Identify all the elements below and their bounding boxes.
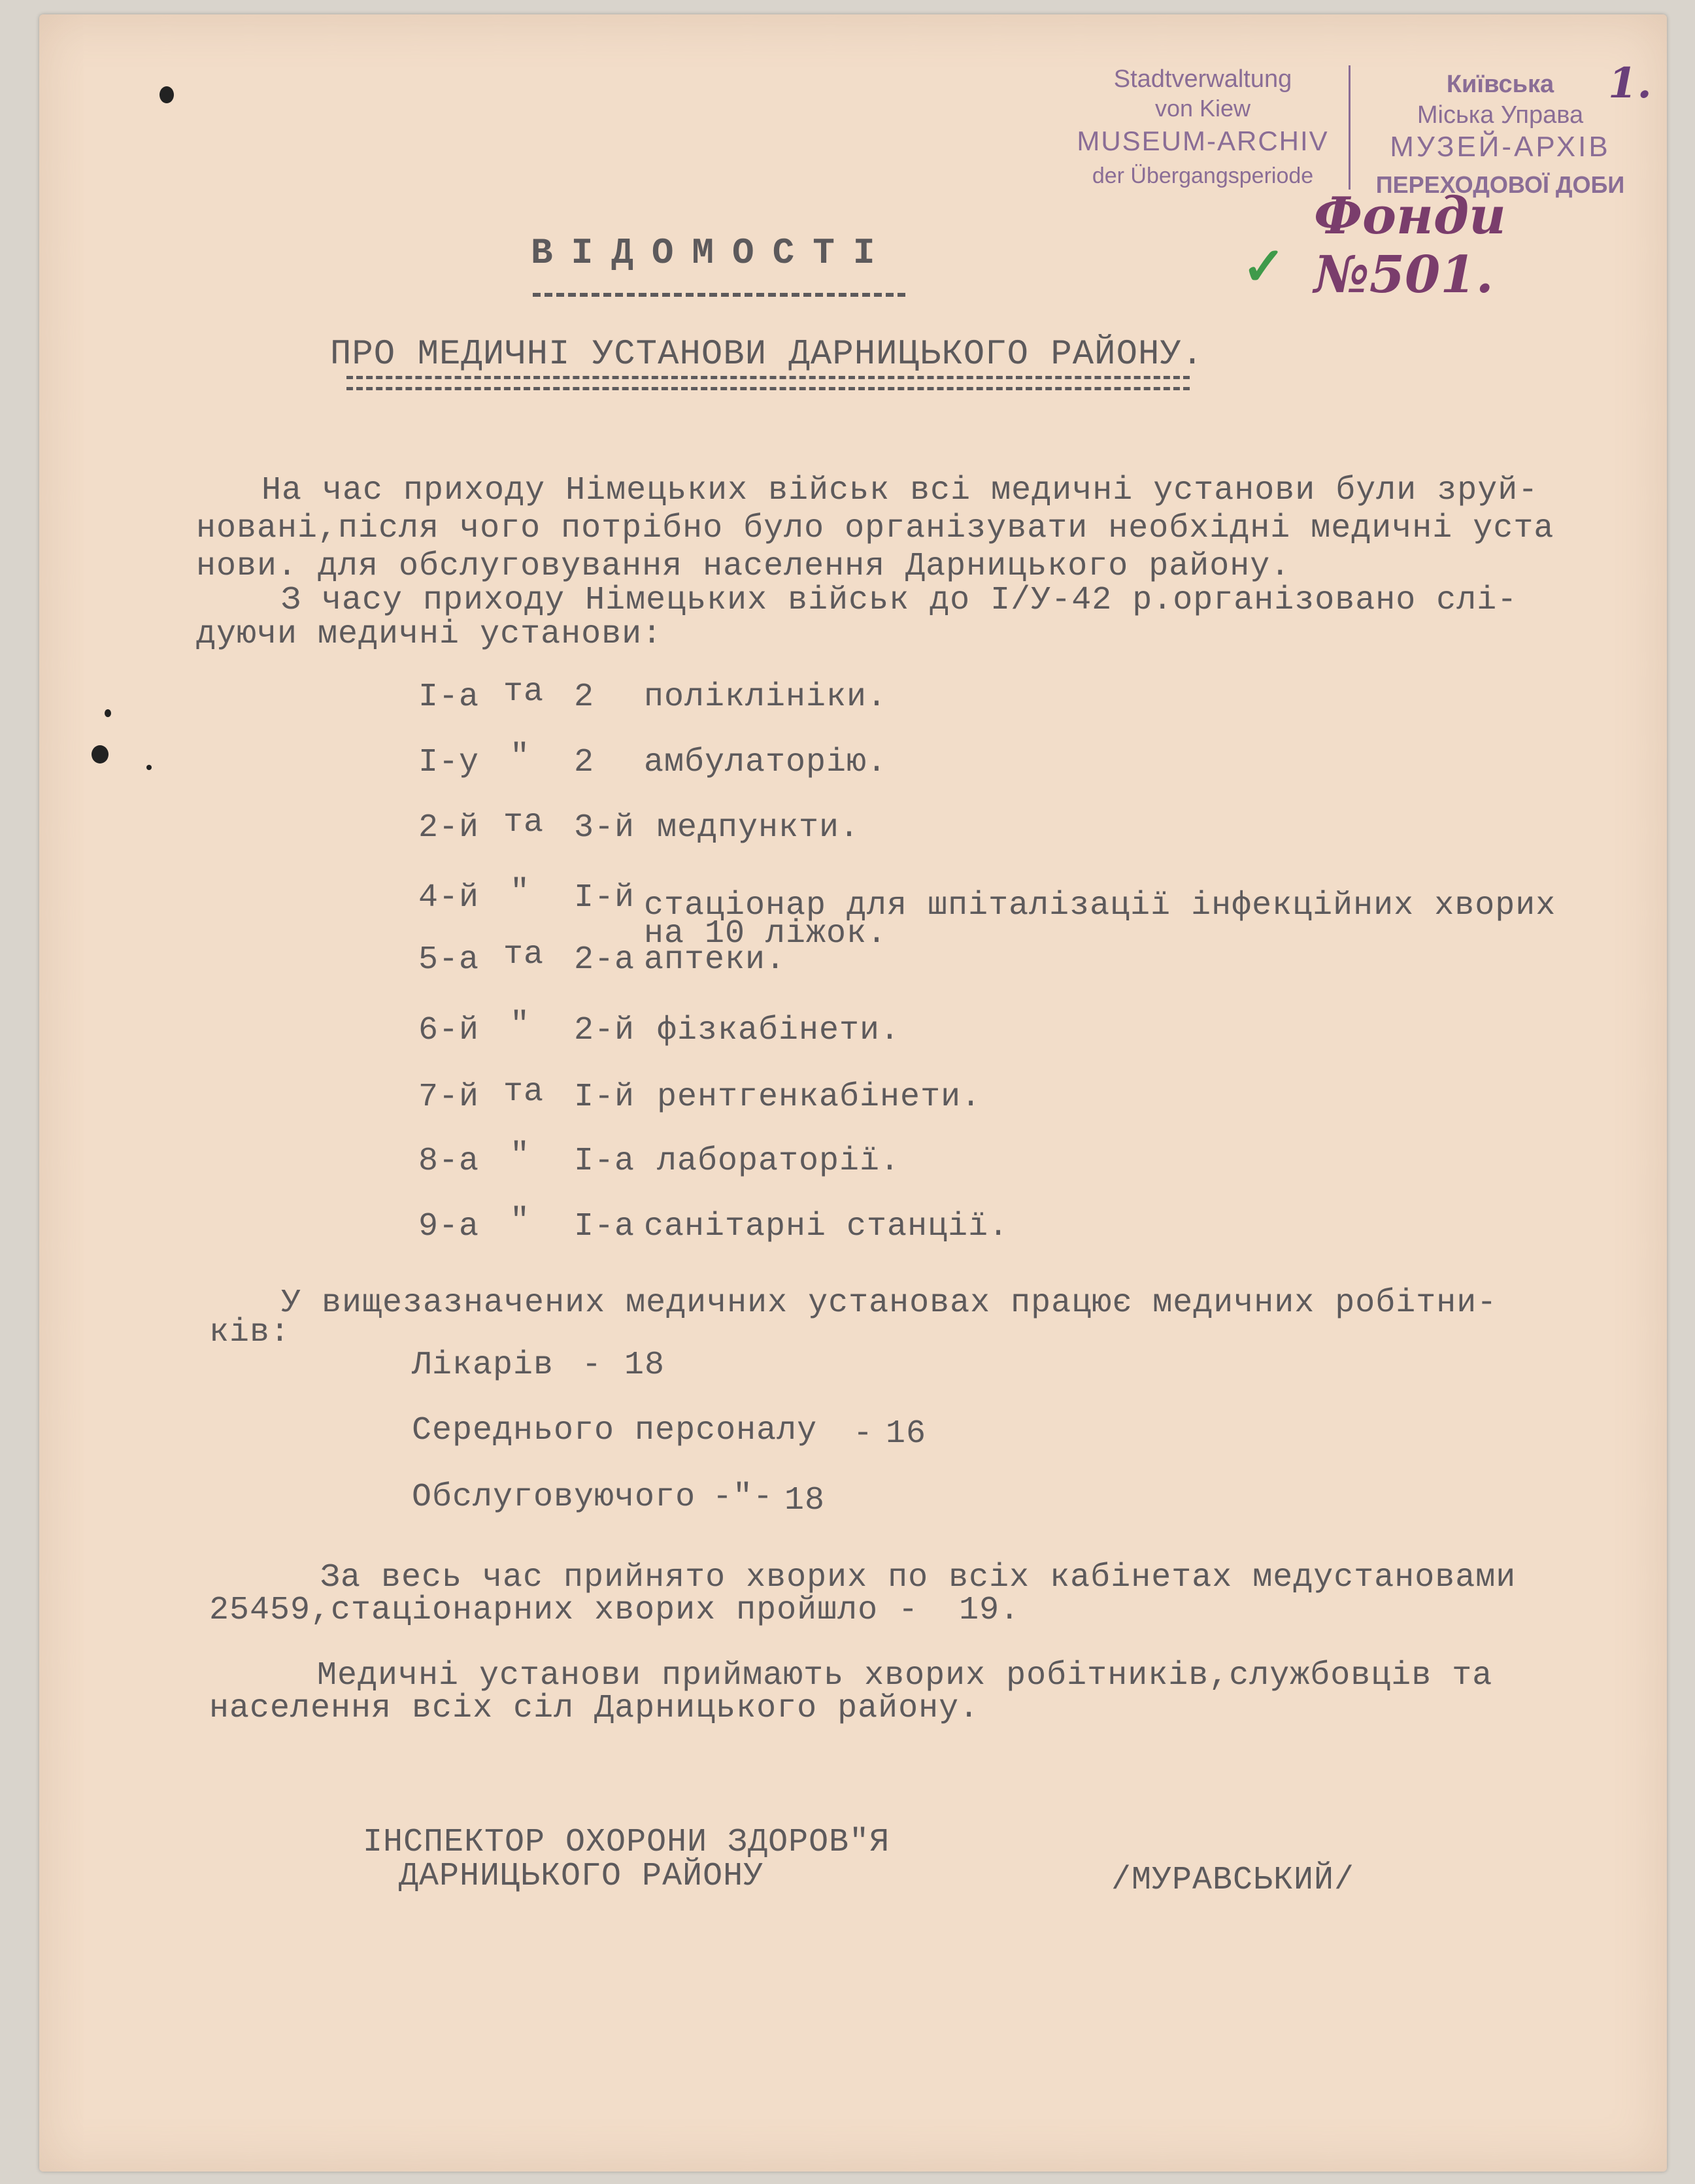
stamp-german-line1: Stadtverwaltung (1113, 65, 1292, 93)
closing-line: населення всіх сіл Дарницького району. (209, 1690, 980, 1727)
staff-intro-line: У вищезазначених медичних установах працює медичних робітни- (281, 1285, 1498, 1322)
item-count: 2-й (574, 1012, 635, 1049)
staff-label: Лікарів (412, 1347, 554, 1384)
item-count: І-а (574, 1208, 635, 1245)
ink-speck (146, 765, 152, 770)
item-number: 8-а (418, 1143, 480, 1180)
item-conj: " (510, 874, 531, 911)
page-subtitle: ПРО МЕДИЧНІ УСТАНОВИ ДАРНИЦЬКОГО РАЙОНУ. (330, 335, 1204, 375)
item-name: рентгенкабінети. (657, 1079, 982, 1116)
item-count: 2 (574, 679, 595, 716)
item-conj: " (510, 1203, 531, 1240)
staff-value: 18 (624, 1347, 665, 1384)
fund-word: Фонди (1314, 186, 1506, 246)
item-conj: " (510, 739, 531, 776)
signature-title: ІНСПЕКТОР ОХОРОНИ ЗДОРОВ"Я (363, 1824, 890, 1861)
item-count: 2 (574, 744, 595, 781)
item-name: санітарні станції. (644, 1208, 1009, 1245)
item-conj: " (510, 1137, 531, 1175)
item-conj: та (503, 936, 545, 973)
item-name: амбулаторію. (644, 744, 888, 781)
intro-line: З часу приходу Німецьких військ до І/У-42 р.організовано слі- (281, 582, 1518, 619)
ink-speck (105, 709, 111, 717)
stamp-ukrainian-line4: ПЕРЕХОДОВОЇ ДОБИ (1375, 171, 1625, 198)
page-title: ВІДОМОСТІ (531, 232, 894, 274)
item-number: 5-а (418, 941, 480, 979)
patients-line: 25459,стаціонарних хворих пройшло - 19. (209, 1592, 1020, 1629)
item-number: 6-й (418, 1012, 480, 1049)
item-name-continued: на 10 ліжок. (644, 915, 888, 952)
subtitle-underline (346, 376, 1190, 390)
page-number-annotation: 1. (1608, 59, 1652, 108)
item-name: медпункти. (657, 809, 860, 847)
fund-number: №501. (1314, 245, 1494, 305)
item-name: поліклініки. (644, 679, 888, 716)
item-count: І-й (574, 879, 635, 916)
item-number: 4-й (418, 879, 480, 916)
stamp-divider (1349, 65, 1351, 190)
stamp-ukrainian-line3: МУЗЕЙ-АРХІВ (1390, 131, 1611, 163)
item-count: І-а (574, 1143, 635, 1180)
stamp-german-line4: der Übergangsperiode (1092, 163, 1314, 188)
stamp-german-line2: von Kiew (1154, 95, 1251, 122)
item-count: 3-й (574, 809, 635, 847)
stamp-ukrainian-line1: Київська (1446, 71, 1554, 98)
item-conj: " (510, 1007, 531, 1044)
ink-speck (92, 745, 109, 764)
stamp-german-line3: MUSEUM-ARCHIV (1077, 126, 1329, 156)
staff-separator: -"- (713, 1479, 774, 1516)
item-conj: та (503, 673, 545, 711)
check-mark: ✓ (1242, 235, 1286, 297)
intro-line: На час приходу Німецьких військ всі медичні установи були зруй- (261, 472, 1539, 509)
item-name: стаціонар для шпіталізації інфекційних хворих (644, 887, 1556, 924)
item-name: лабораторії. (657, 1143, 901, 1180)
item-number: І-а (418, 679, 480, 716)
closing-line: Медичні установи приймають хворих робітників,службовців та (317, 1657, 1493, 1694)
signature-title: ДАРНИЦЬКОГО РАЙОНУ (399, 1858, 764, 1895)
staff-separator: - (853, 1415, 874, 1453)
item-conj: та (503, 804, 545, 841)
item-number: І-у (418, 744, 480, 781)
stamp-ukrainian-line2: Міська Управа (1417, 101, 1584, 129)
signature-name: /МУРАВСЬКИЙ/ (1111, 1862, 1355, 1899)
title-underline (533, 293, 905, 297)
intro-line: новані,після чого потрібно було організувати необхідні медичні уста (196, 510, 1554, 547)
staff-separator: - (582, 1347, 603, 1384)
intro-line: дуючи медичні установи: (196, 616, 663, 653)
intro-line: нови. для обслуговування населення Дарницького району. (196, 548, 1291, 585)
staff-value: 16 (886, 1415, 927, 1453)
item-name: аптеки. (644, 941, 786, 979)
staff-label: Середнього персоналу (412, 1412, 818, 1449)
item-number: 7-й (418, 1079, 480, 1116)
item-name: фізкабінети. (657, 1012, 901, 1049)
item-count: І-й (574, 1079, 635, 1116)
item-count: 2-а (574, 941, 635, 979)
staff-label: Обслуговуючого (412, 1479, 696, 1516)
ink-speck (159, 86, 174, 103)
item-number: 9-а (418, 1208, 480, 1245)
staff-intro-line: ків: (209, 1314, 291, 1351)
item-number: 2-й (418, 809, 480, 847)
item-conj: та (503, 1073, 545, 1111)
staff-value: 18 (784, 1482, 826, 1519)
patients-line: За весь час прийнято хворих по всіх кабінетах медустановами (320, 1559, 1517, 1596)
